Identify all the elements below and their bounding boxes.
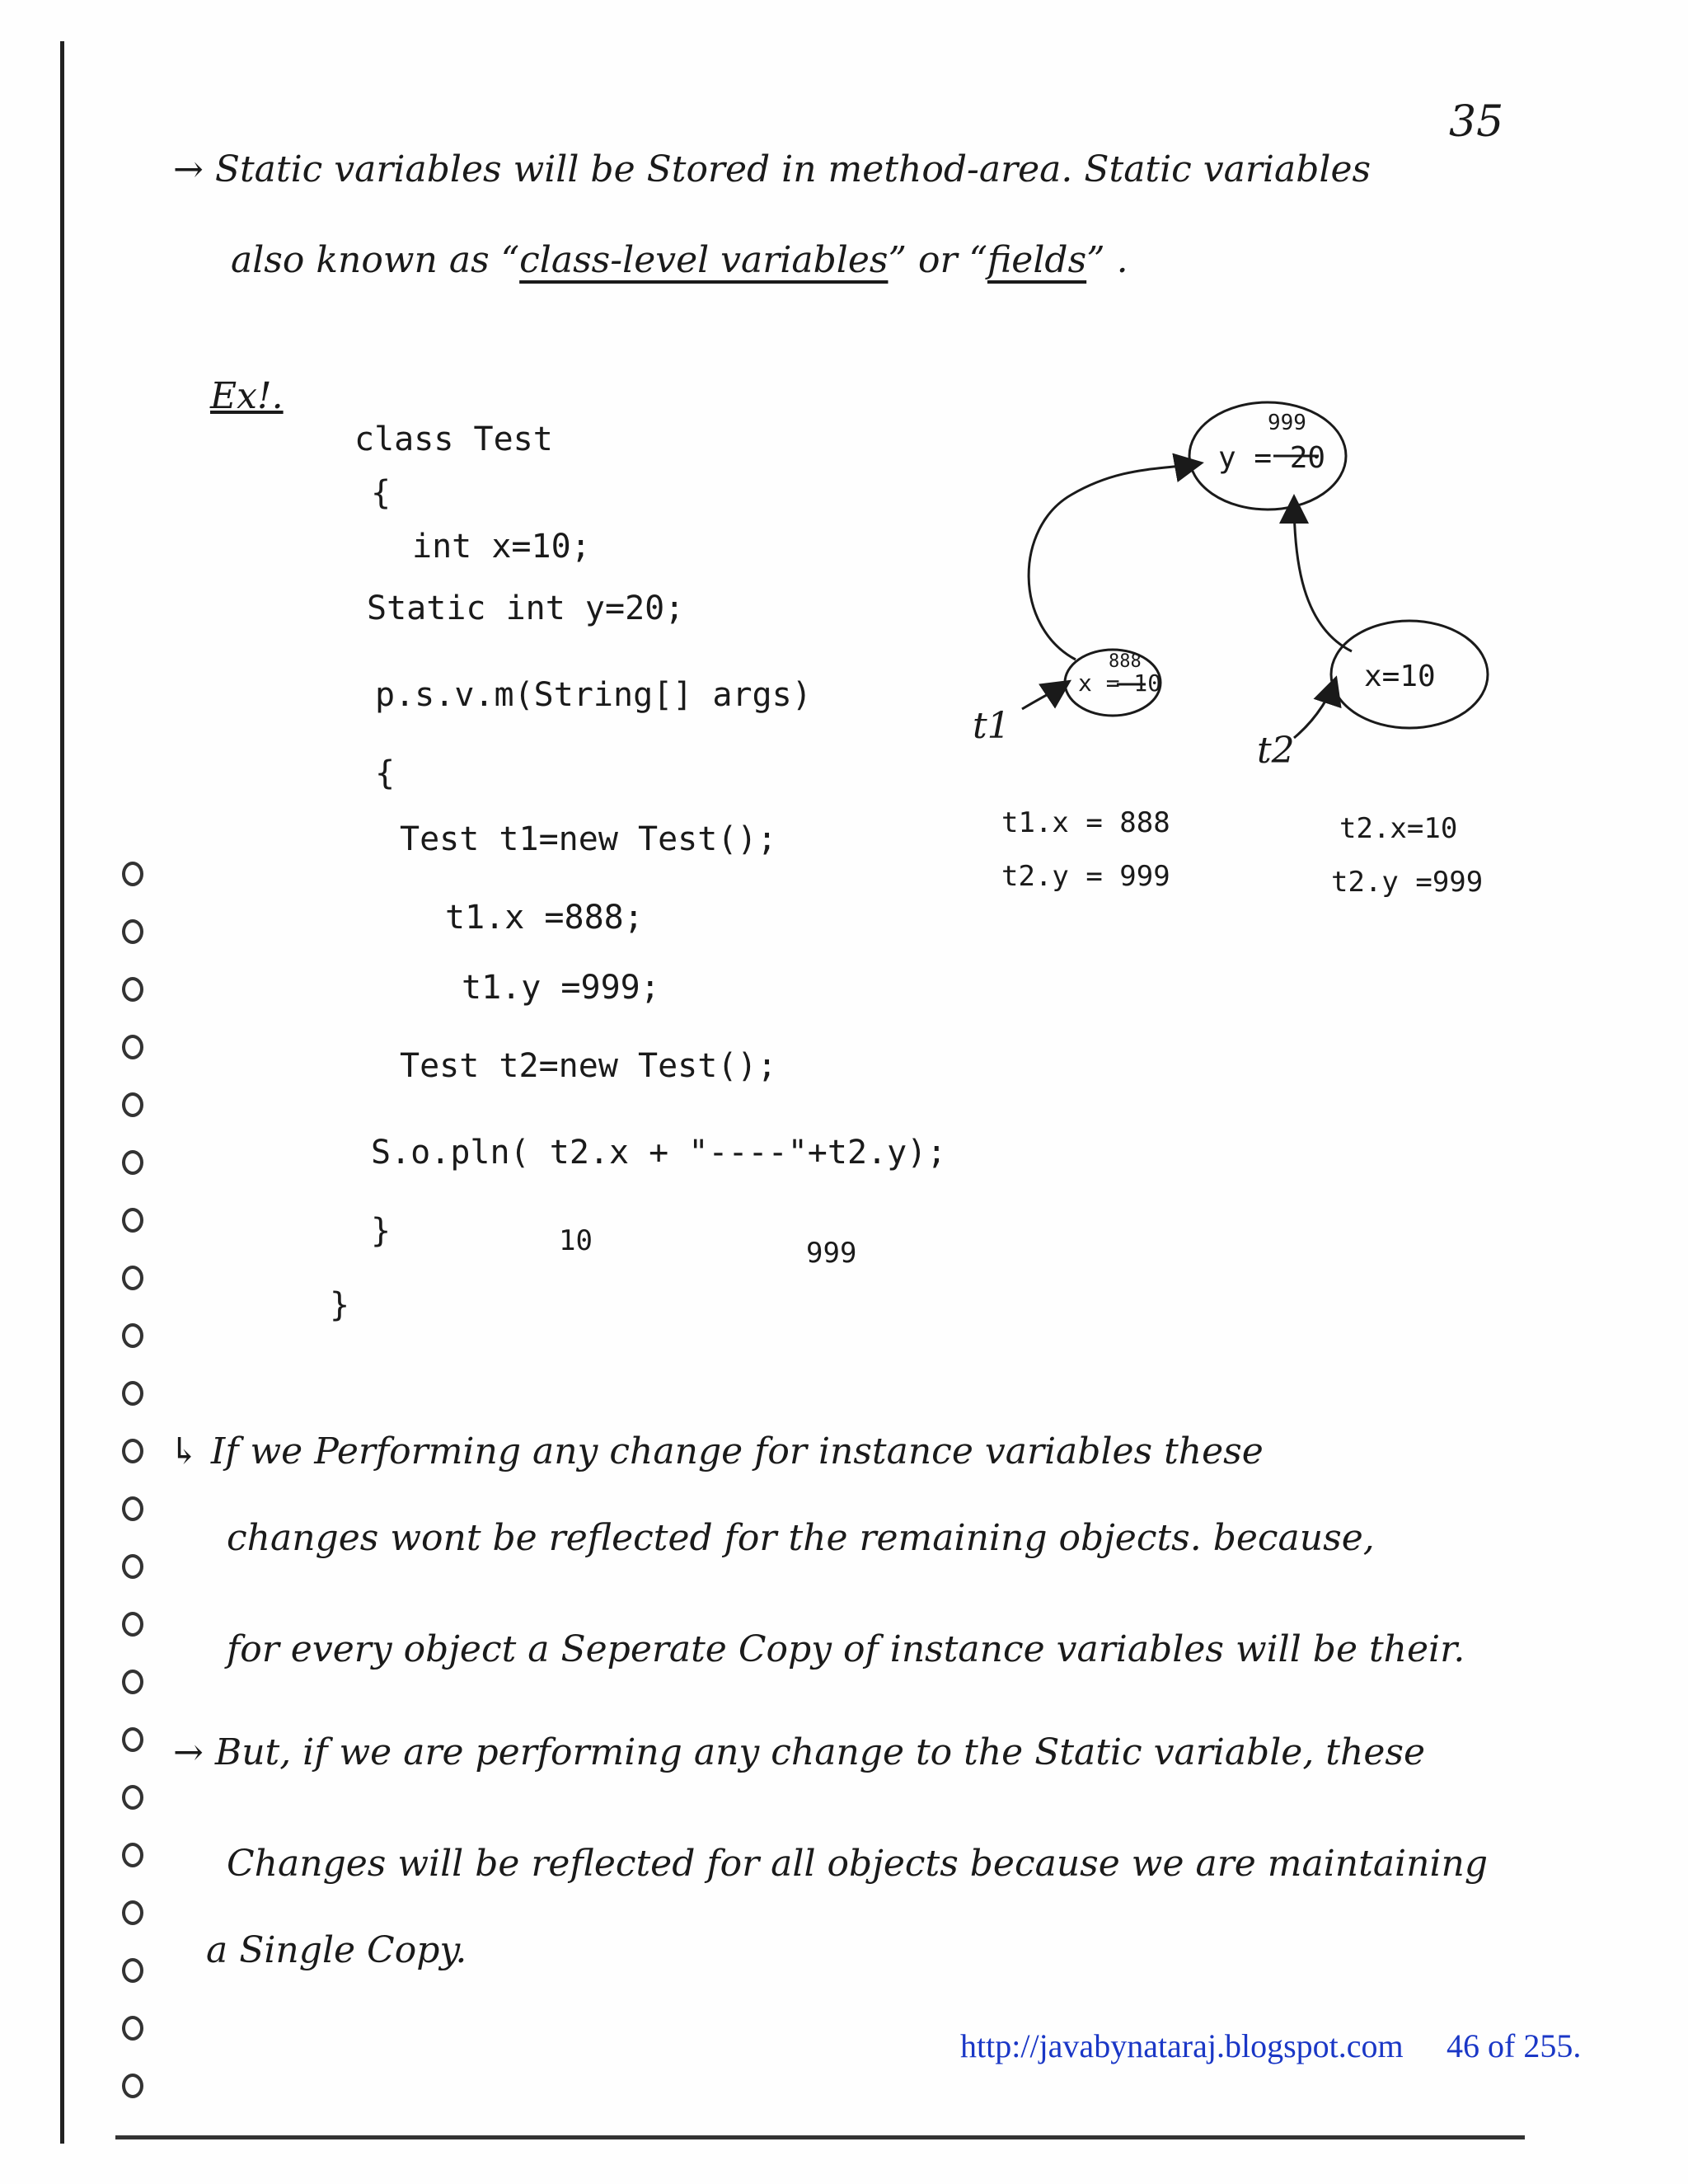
t1-reference-arrow	[1022, 683, 1067, 709]
bottom-rule	[115, 2135, 1525, 2139]
output-x-value: 10	[559, 1224, 593, 1257]
code-line: int x=10;	[412, 528, 591, 566]
code-line: Test t1=new Test();	[400, 820, 777, 858]
t2-to-static-arrow	[1294, 499, 1352, 651]
code-line: Static int y=20;	[367, 589, 685, 627]
intro-prefix: also known as “	[231, 239, 520, 281]
code-line: Test t2=new Test();	[400, 1047, 777, 1085]
paragraph-2-line: Changes will be reflected for all objects because we are maintaining	[227, 1843, 1489, 1885]
page-number: 35	[1449, 97, 1504, 147]
t2-values-line: t2.x=10	[1339, 812, 1458, 845]
t1-values-line: t1.x = 888	[1001, 806, 1170, 839]
term-fields: fields	[987, 239, 1087, 281]
static-new-value: 999	[1268, 411, 1306, 435]
intro-mid: ” or “	[888, 239, 987, 281]
paragraph-1-line: for every object a Seperate Copy of instance variables will be their.	[227, 1628, 1465, 1670]
intro-suffix: ” .	[1086, 239, 1128, 281]
code-line: S.o.pln( t2.x + "----"+t2.y);	[371, 1134, 947, 1172]
term-class-level-variables: class-level variables	[519, 239, 889, 281]
paragraph-2-line: a Single Copy.	[206, 1929, 467, 1971]
footer-page-count: 46 of 255.	[1447, 2027, 1582, 2064]
paragraph-1-line: ↳ If we Performing any change for instance variables these	[169, 1430, 1264, 1472]
t2-reference-label: t2	[1257, 730, 1295, 772]
output-y-value: 999	[806, 1237, 857, 1270]
t1-reference-label: t1	[973, 705, 1010, 747]
code-line: {	[371, 474, 392, 512]
code-line: p.s.v.m(String[] args)	[375, 676, 812, 714]
paragraph-1-line: changes wont be reflected for the remaining objects. because,	[227, 1517, 1375, 1559]
t2-values-line: t2.y =999	[1331, 866, 1484, 899]
code-line: class Test	[354, 420, 553, 458]
code-line: t1.y =999;	[462, 969, 660, 1007]
t1-to-static-arrow	[1029, 463, 1199, 660]
t1-x-label: x = 10	[1078, 669, 1162, 697]
intro-line-1: → Static variables will be Stored in method-area. Static variables	[173, 148, 1372, 190]
code-line: }	[330, 1286, 350, 1324]
paragraph-2-line: → But, if we are performing any change to the Static variable, these	[173, 1731, 1425, 1773]
t1-new-value: 888	[1109, 651, 1142, 672]
static-y-label: y = 20	[1218, 441, 1326, 475]
t2-reference-arrow	[1294, 680, 1335, 738]
code-line: t1.x =888;	[445, 899, 644, 937]
t1-values-line: t2.y = 999	[1001, 860, 1170, 893]
footer-url-link[interactable]: http://javabynataraj.blogspot.com	[960, 2027, 1404, 2064]
example-label: Ex!.	[210, 375, 284, 417]
code-line: {	[375, 754, 396, 792]
t2-x-label: x=10	[1364, 660, 1436, 693]
code-line: }	[371, 1212, 392, 1250]
